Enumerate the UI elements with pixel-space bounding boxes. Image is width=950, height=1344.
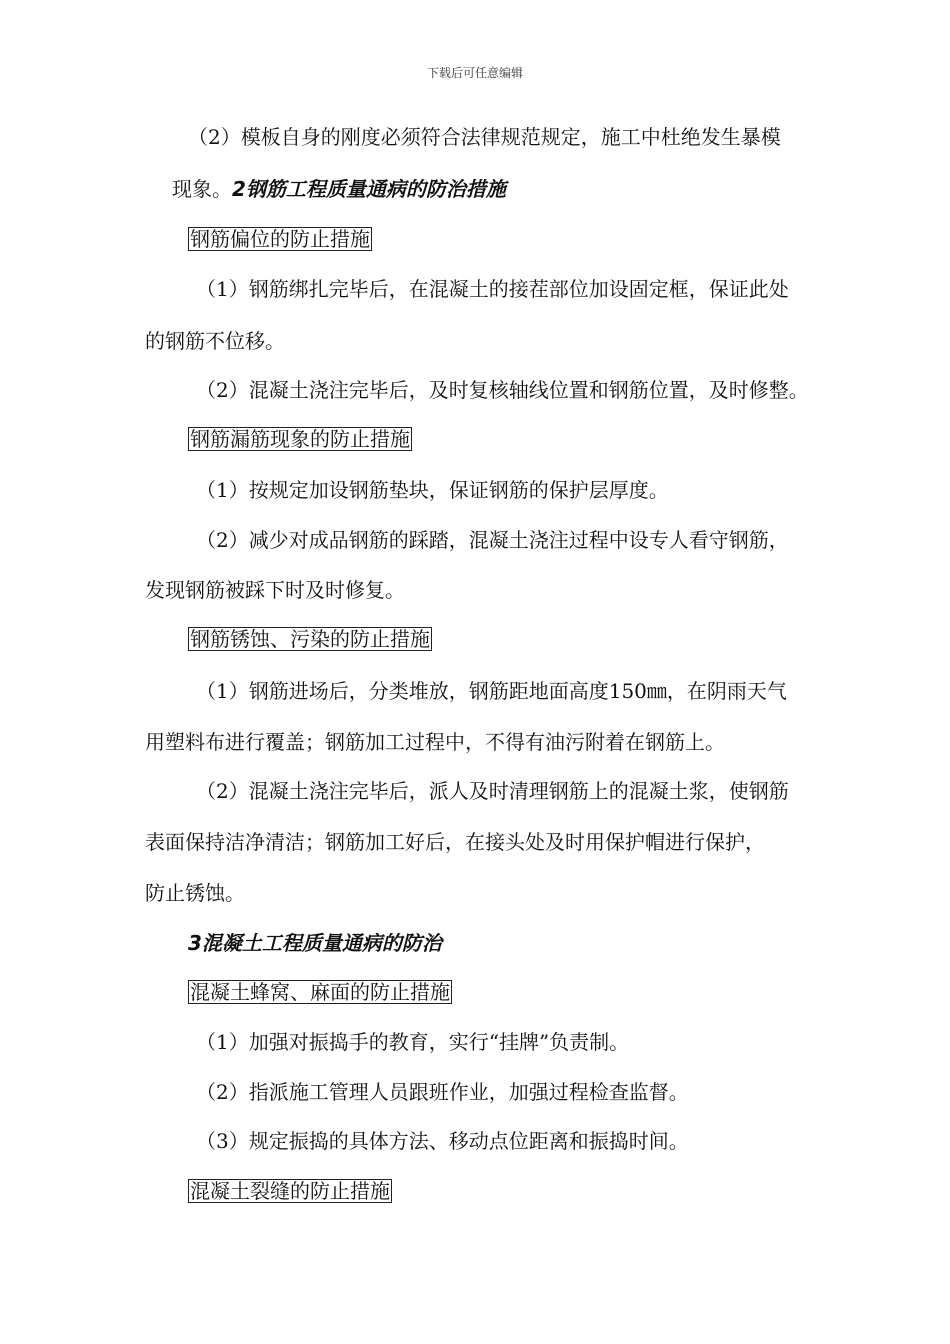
paragraph-line: （2）混凝土浇注完毕后，派人及时清理钢筋上的混凝土浆，使钢筋 [196,779,789,803]
paragraph-line: 表面保持洁净清洁；钢筋加工好后，在接头处及时用保护帽进行保护， [145,830,765,854]
boxed-subheading: 混凝土蜂窝、麻面的防止措施 [190,980,450,1004]
paragraph-line: （1）钢筋绑扎完毕后，在混凝土的接茬部位加设固定框，保证此处 [196,277,789,301]
paragraph-line: （2）模板自身的刚度必须符合法律规范规定，施工中杜绝发生暴模 [188,125,781,149]
paragraph-line: 用塑料布进行覆盖；钢筋加工过程中，不得有油污附着在钢筋上。 [145,730,725,754]
boxed-subheading: 钢筋漏筋现象的防止措施 [190,427,410,451]
boxed-subheading: 钢筋锈蚀、污染的防止措施 [190,627,430,651]
paragraph-line: 防止锈蚀。 [145,881,245,905]
paragraph-text: 现象。 [172,177,232,201]
paragraph-line: （1）加强对振捣手的教育，实行“挂牌”负责制。 [196,1030,630,1054]
paragraph-line: （2）减少对成品钢筋的踩踏，混凝土浇注过程中设专人看守钢筋， [196,528,789,552]
paragraph-line: 发现钢筋被踩下时及时修复。 [145,578,405,602]
paragraph-line: （1）钢筋进场后，分类堆放，钢筋距地面高度150㎜，在阴雨天气 [196,679,787,703]
boxed-subheading: 钢筋偏位的防止措施 [190,227,370,251]
paragraph-line: 的钢筋不位移。 [145,329,285,353]
boxed-subheading: 混凝土裂缝的防止措施 [190,1179,390,1203]
paragraph-line: （2）指派施工管理人员跟班作业，加强过程检查监督。 [196,1080,689,1104]
section-heading: 3混凝土工程质量通病的防治 [188,931,442,955]
page-header: 下载后可任意编辑 [426,66,523,80]
section-heading: 2钢筋工程质量通病的防治措施 [232,177,506,201]
paragraph-line: （1）按规定加设钢筋垫块，保证钢筋的保护层厚度。 [196,478,669,502]
paragraph-line [172,176,506,202]
paragraph-line: （2）混凝土浇注完毕后，及时复核轴线位置和钢筋位置，及时修整。 [196,378,809,402]
paragraph-line: （3）规定振捣的具体方法、移动点位距离和振捣时间。 [196,1129,689,1153]
